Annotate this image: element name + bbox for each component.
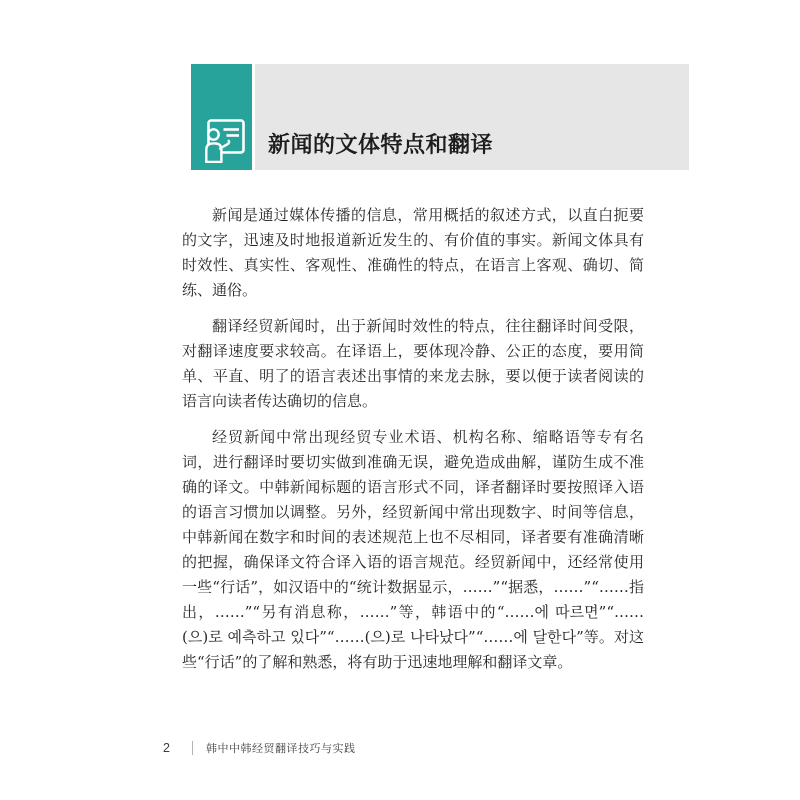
chapter-title-bar <box>255 64 689 170</box>
body-text <box>182 203 644 686</box>
paragraph-2: 翻译经贸新闻时，出于新闻时效性的特点，往往翻译时间受限，对翻译速度要求较高。在译语上，要体现冷静、公正的态度，要用简单、平直、明了的语言表述出事情的来龙去脉，要以便于读者阅读的语言向读者传达确切的信息。 <box>182 317 644 410</box>
chapter-title: 新闻的文体特点和翻译 <box>268 132 494 157</box>
page-footer <box>163 740 355 756</box>
footer-divider <box>192 741 193 755</box>
paragraph-3: 经贸新闻中常出现经贸专业术语、机构名称、缩略语等专有名词，进行翻译时要切实做到准确无误，避免造成曲解，谨防生成不准确的译文。中韩新闻标题的语言形式不同，译者翻译时要按照译入语的语言习惯加以调整。另外，经贸新闻中常出现数字、时间等信息，中韩新闻在数字和时间的表述规范上也不尽相同，译者要有准确清晰的把握，确保译文符合译入语的语言规范。经贸新闻中，还经常使用一些“行话”，如汉语中的“统计数据显示，……”“据悉，……”“……指出，……”“另有消息称，……”等，韩语中的“……에 따르면”“……(으)로 예측하고 있다”“……(으)로 나타났다”“……에 달한다”等。对这些“行话”的了解和熟悉，将有助于迅速地理解和翻译文章。 <box>182 428 644 671</box>
chapter-icon-box <box>191 64 252 170</box>
page-number: 2 <box>163 741 170 755</box>
presenter-board-icon <box>199 119 245 163</box>
footer-book-title: 韩中中韩经贸翻译技巧与实践 <box>205 743 356 755</box>
paragraph-1: 新闻是通过媒体传播的信息，常用概括的叙述方式，以直白扼要的文字，迅速及时地报道新近发生的、有价值的事实。新闻文体具有时效性、真实性、客观性、准确性的特点，在语言上客观、确切、简练、通俗。 <box>182 206 644 299</box>
